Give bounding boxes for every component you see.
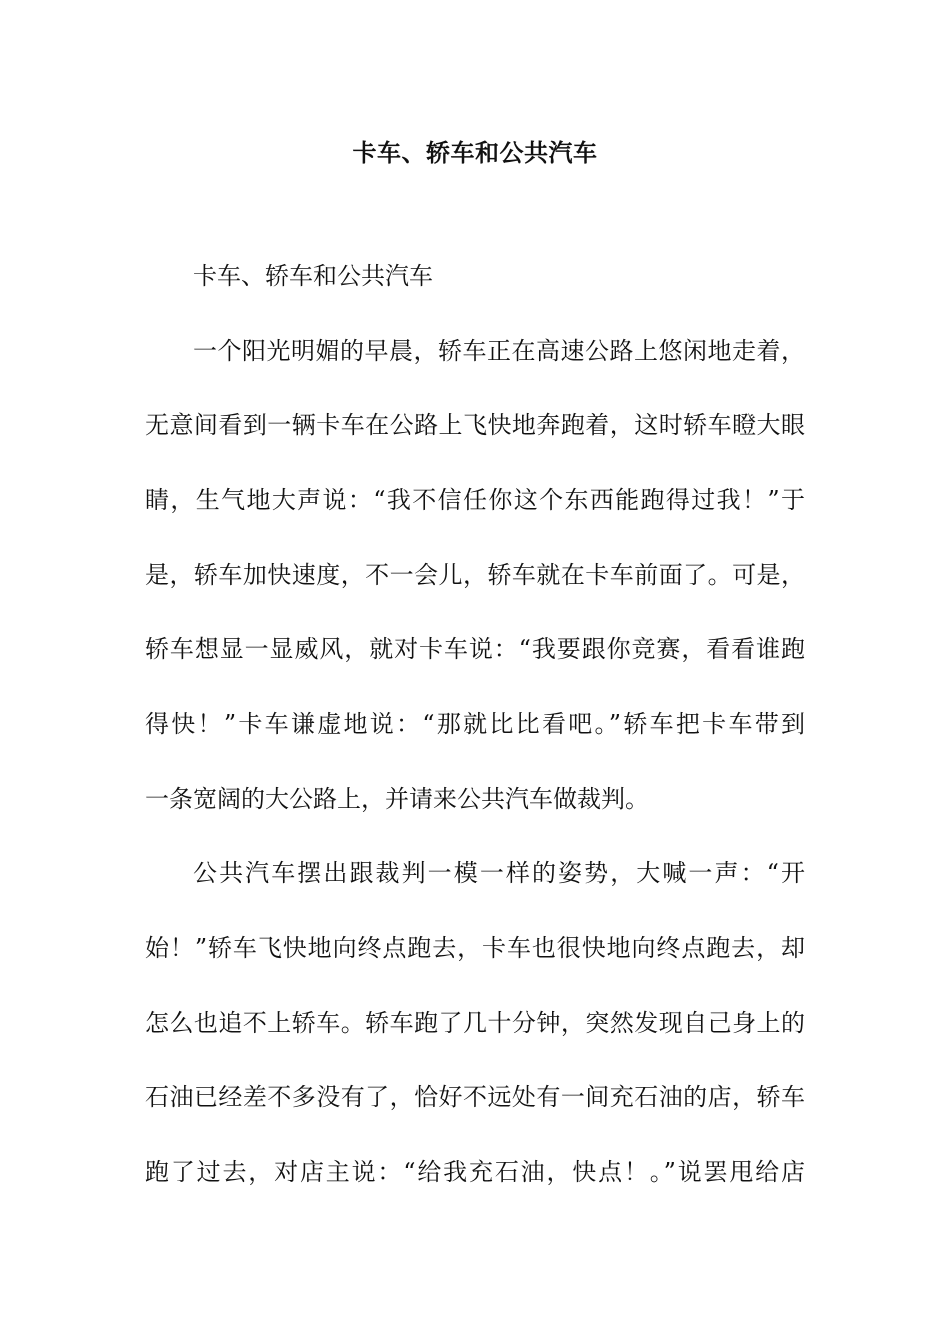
paragraph-line: 得快！”卡车谦虚地说：“那就比比看吧。”轿车把卡车带到: [145, 710, 805, 738]
paragraph-line: 轿车想显一显威风，就对卡车说：“我要跟你竞赛，看看谁跑: [145, 635, 805, 663]
paragraph-line: 睛，生气地大声说：“我不信任你这个东西能跑得过我！”于: [145, 486, 805, 514]
paragraph-line: 公共汽车摆出跟裁判一模一样的姿势，大喊一声：“开: [193, 859, 805, 887]
document-title: 卡车、轿车和公共汽车: [352, 139, 598, 167]
paragraph-line: 无意间看到一辆卡车在公路上飞快地奔跑着，这时轿车瞪大眼: [145, 411, 805, 439]
paragraph-line: 一个阳光明媚的早晨，轿车正在高速公路上悠闲地走着，: [193, 337, 805, 365]
subtitle-line: 卡车、轿车和公共汽车: [193, 262, 433, 290]
paragraph-line: 怎么也追不上轿车。轿车跑了几十分钟，突然发现自己身上的: [145, 1009, 805, 1037]
paragraph-line: 跑了过去，对店主说：“给我充石油，快点！。”说罢甩给店: [145, 1158, 805, 1186]
paragraph-line: 石油已经差不多没有了，恰好不远处有一间充石油的店，轿车: [145, 1083, 805, 1111]
paragraph-line: 始！”轿车飞快地向终点跑去，卡车也很快地向终点跑去，却: [145, 934, 805, 962]
paragraph-line: 是，轿车加快速度，不一会儿，轿车就在卡车前面了。可是，: [145, 561, 805, 589]
paragraph-line: 一条宽阔的大公路上，并请来公共汽车做裁判。: [145, 785, 649, 813]
